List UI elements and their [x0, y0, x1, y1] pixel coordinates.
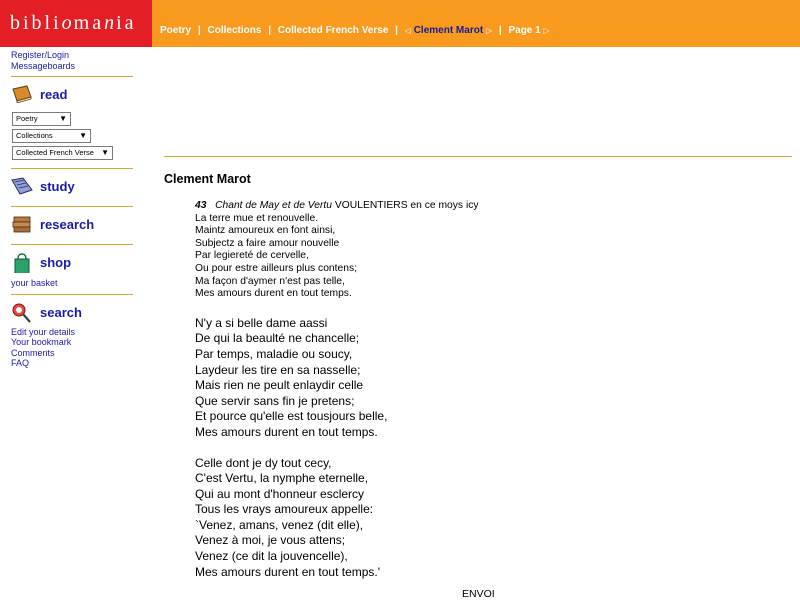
sidebar-item-research[interactable]: [11, 211, 133, 239]
poem-first-line: VOULENTIERS en ce moys icy: [334, 200, 479, 211]
poem-line: Par legiereté de cervelle,: [195, 250, 309, 262]
breadcrumb-page: Page 1: [508, 25, 541, 36]
collection-select[interactable]: [12, 146, 113, 160]
poetry-select[interactable]: [12, 112, 71, 126]
sidebar-item-search[interactable]: [11, 299, 133, 327]
poem: [195, 200, 695, 580]
sidebar-item-search-label: search: [40, 304, 82, 320]
register-login-link[interactable]: Register/Login: [11, 50, 70, 60]
poem-line: Venez (ce dit la jouvencelle),: [195, 549, 348, 564]
chevron-down-icon: ▼: [79, 131, 87, 140]
comments-link[interactable]: Comments: [11, 347, 55, 358]
breadcrumb-collected-french-verse[interactable]: Collected French Verse: [277, 25, 389, 36]
collection-select-value: Collected French Verse: [16, 148, 94, 157]
breadcrumb-current-author[interactable]: Clement Marot: [413, 25, 484, 36]
poem-line: Celle dont je dy tout cecy,: [195, 455, 332, 470]
poem-line: Mes amours durent en tout temps.: [195, 288, 352, 300]
sidebar-divider: [11, 76, 133, 77]
poem-line: Tous les vrays amoureux appelle:: [195, 502, 374, 517]
poem-line: Mes amours durent en tout temps.': [195, 564, 381, 579]
logo-text-3: ma: [73, 12, 105, 34]
sidebar: [11, 50, 133, 369]
notebook-study-icon: [11, 177, 33, 195]
poem-line: Ma façon d'aymer n'est pas telle,: [195, 275, 345, 287]
magnifier-search-icon: [11, 301, 33, 323]
sidebar-item-shop-label: shop: [40, 255, 72, 270]
sidebar-item-shop[interactable]: [11, 249, 133, 277]
your-basket-link[interactable]: your basket: [11, 278, 58, 288]
stanza-3: [195, 456, 695, 581]
next-author-icon[interactable]: ▷: [485, 26, 493, 35]
your-bookmark-link[interactable]: Your bookmark: [11, 337, 72, 347]
sidebar-item-study[interactable]: [11, 173, 133, 201]
breadcrumb-poetry[interactable]: Poetry: [160, 25, 192, 36]
sidebar-divider: [11, 168, 133, 169]
logo-text-2: o: [61, 12, 74, 34]
collections-select[interactable]: [12, 129, 91, 143]
poem-line: `Venez, amans, venez (dit elle),: [195, 517, 364, 532]
sidebar-divider: [11, 244, 133, 245]
collections-select-value: Collections: [16, 131, 53, 140]
content-divider: [164, 156, 792, 157]
logo-text-1: bibli: [10, 12, 62, 34]
poem-line: Maintz amoureux en font ainsi,: [195, 225, 336, 237]
poem-title: Chant de May et de Vertu: [215, 200, 333, 211]
site-logo[interactable]: [0, 0, 152, 47]
breadcrumb-collections[interactable]: Collections: [207, 25, 262, 36]
poem-line: Mes amours durent en tout temps.: [195, 424, 378, 439]
chevron-down-icon: ▼: [101, 148, 109, 157]
sidebar-divider: [11, 294, 133, 295]
books-research-icon: [11, 215, 33, 233]
poem-line: Venez à moi, je vous attens;: [195, 533, 346, 548]
breadcrumb-separator: |: [268, 25, 271, 36]
sidebar-item-read-label: read: [40, 87, 68, 102]
chevron-down-icon: ▼: [59, 114, 67, 123]
faq-link[interactable]: FAQ: [11, 358, 30, 368]
poem-line: Et pource qu'elle est tousjours belle,: [195, 409, 388, 424]
envoi-heading: ENVOI: [462, 588, 495, 600]
next-page-icon[interactable]: ▷: [543, 26, 550, 35]
stanza-2: [195, 316, 695, 441]
poem-line: Ou pour estre ailleurs plus contens;: [195, 262, 357, 274]
poem-line: La terre mue et renouvelle.: [195, 212, 319, 224]
poem-line: De qui la beaulté ne chancelle;: [195, 331, 360, 346]
shopping-bag-icon: [11, 251, 33, 273]
sidebar-divider: [11, 206, 133, 207]
poem-line: Par temps, maladie ou soucy,: [195, 346, 353, 361]
sidebar-item-research-label: research: [40, 217, 95, 232]
book-read-icon: [11, 85, 33, 103]
logo-text-4: n: [104, 12, 117, 34]
poem-line: Que servir sans fin je pretens;: [195, 393, 355, 408]
edit-details-link[interactable]: Edit your details: [11, 326, 76, 337]
prev-author-icon[interactable]: ◁: [404, 26, 411, 35]
poem-number: 43: [195, 200, 207, 211]
breadcrumb: [152, 0, 800, 47]
poem-line: Qui au mont d'honneur esclercy: [195, 486, 365, 501]
breadcrumb-separator: |: [197, 25, 201, 36]
logo-text-5: ia: [116, 12, 137, 34]
page-title: Clement Marot: [164, 172, 251, 186]
poem-line: C'est Vertu, la nymphe eternelle,: [195, 471, 369, 486]
sidebar-item-read[interactable]: [11, 81, 133, 109]
poetry-select-value: Poetry: [16, 114, 38, 123]
messageboards-link[interactable]: Messageboards: [11, 60, 76, 71]
poem-heading-line: [195, 200, 695, 213]
stanza-1: [195, 200, 695, 301]
poem-line: Mais rien ne peult enlaydir celle: [195, 378, 364, 393]
sidebar-item-study-label: study: [40, 179, 75, 194]
poem-line: Subjectz a faire amour nouvelle: [195, 237, 340, 249]
breadcrumb-separator: |: [498, 25, 502, 36]
poem-line: N'y a si belle dame aassi: [195, 315, 328, 330]
poem-line: Laydeur les tire en sa nasselle;: [195, 362, 361, 377]
breadcrumb-separator: |: [395, 25, 398, 36]
